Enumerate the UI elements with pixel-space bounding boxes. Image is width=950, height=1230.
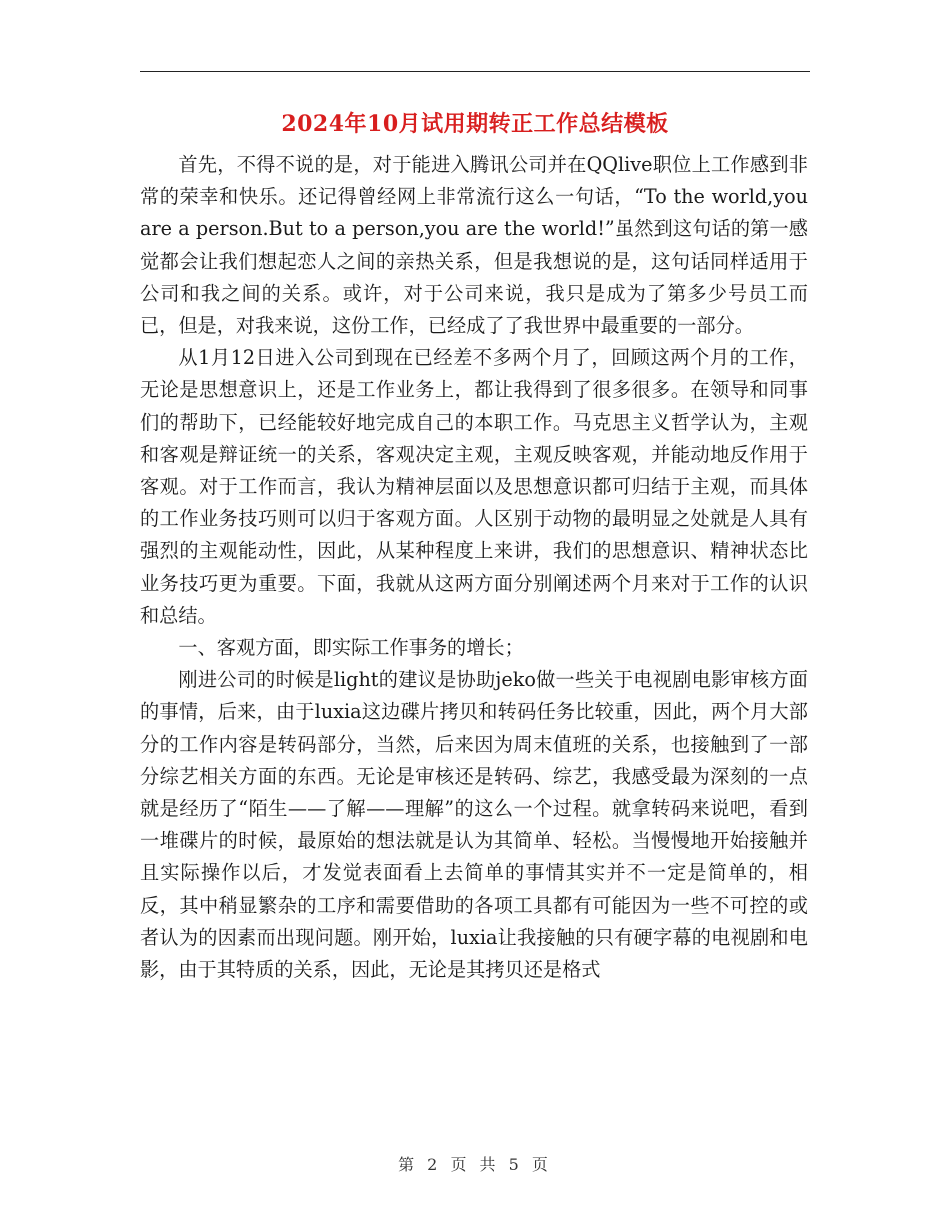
document-title: 2024年10月试用期转正工作总结模板 <box>281 111 669 137</box>
paragraph: 从1月12日进入公司到现在已经差不多两个月了，回顾这两个月的工作，无论是思想意识上，还是工作业务上，都让我得到了很多很多。在领导和同事们的帮助下，已经能较好地完成自己的本职工作。马克思主义哲学认为，主观和客观是辩证统一的关系，客观决定主观，主观反映客观，并能动地反作用于客观。对于工作而言，我认为精神层面以及思想意识都可归结于主观，而具体的工作业务技巧则可以归于客观方面。人区别于动物的最明显之处就是人具有强烈的主观能动性，因此，从某种程度上来讲，我们的思想意识、精神状态比业务技巧更为重要。下面，我就从这两方面分别阐述两个月来对于工作的认识和总结。 <box>140 346 808 627</box>
section-heading: 一、客观方面，即实际工作事务的增长； <box>178 636 524 660</box>
paragraph: 刚进公司的时候是light的建议是协助jeko做一些关于电视剧电影审核方面的事情，后来，由于luxia这边碟片拷贝和转码任务比较重，因此，两个月大部分的工作内容是转码部分，当然，后来因为周末值班的关系，也接触到了一部分综艺相关方面的东西。无论是审核还是转码、综艺，我感受最为深刻的一点就是经历了“陌生——了解——理解”的这么一个过程。就拿转码来说吧，看到一堆碟片的时候，最原始的想法就是认为其简单、轻松。当慢慢地开始接触并且实际操作以后，才发觉表面看上去简单的事情其实并不一定是简单的，相反，其中稍显繁杂的工序和需要借助的各项工具都有可能因为一些不可控的或者认为的因素而出现问题。刚开始，luxia让我接触的只有硬字幕的电视剧和电影，由于其特质的关系，因此，无论是其拷贝还是格式 <box>140 668 808 982</box>
paragraph: 首先，不得不说的是，对于能进入腾讯公司并在QQlive职位上工作感到非常的荣幸和快乐。还记得曾经网上非常流行这么一句话，“To the world,you are a person.But to a person,you are the world!”虽然到这句话的第一感觉都会让我们想起恋人之间的亲热关系，但是我想说的是，这句话同样适用于公司和我之间的关系。或许，对于公司来说，我只是成为了第多少号员工而已，但是，对我来说，这份工作，已经成了了我世界中最重要的一部分。 <box>140 153 808 338</box>
header-rule <box>140 71 810 72</box>
document-body <box>140 149 808 986</box>
page-number: 第 2 页 共 5 页 <box>398 1155 552 1174</box>
